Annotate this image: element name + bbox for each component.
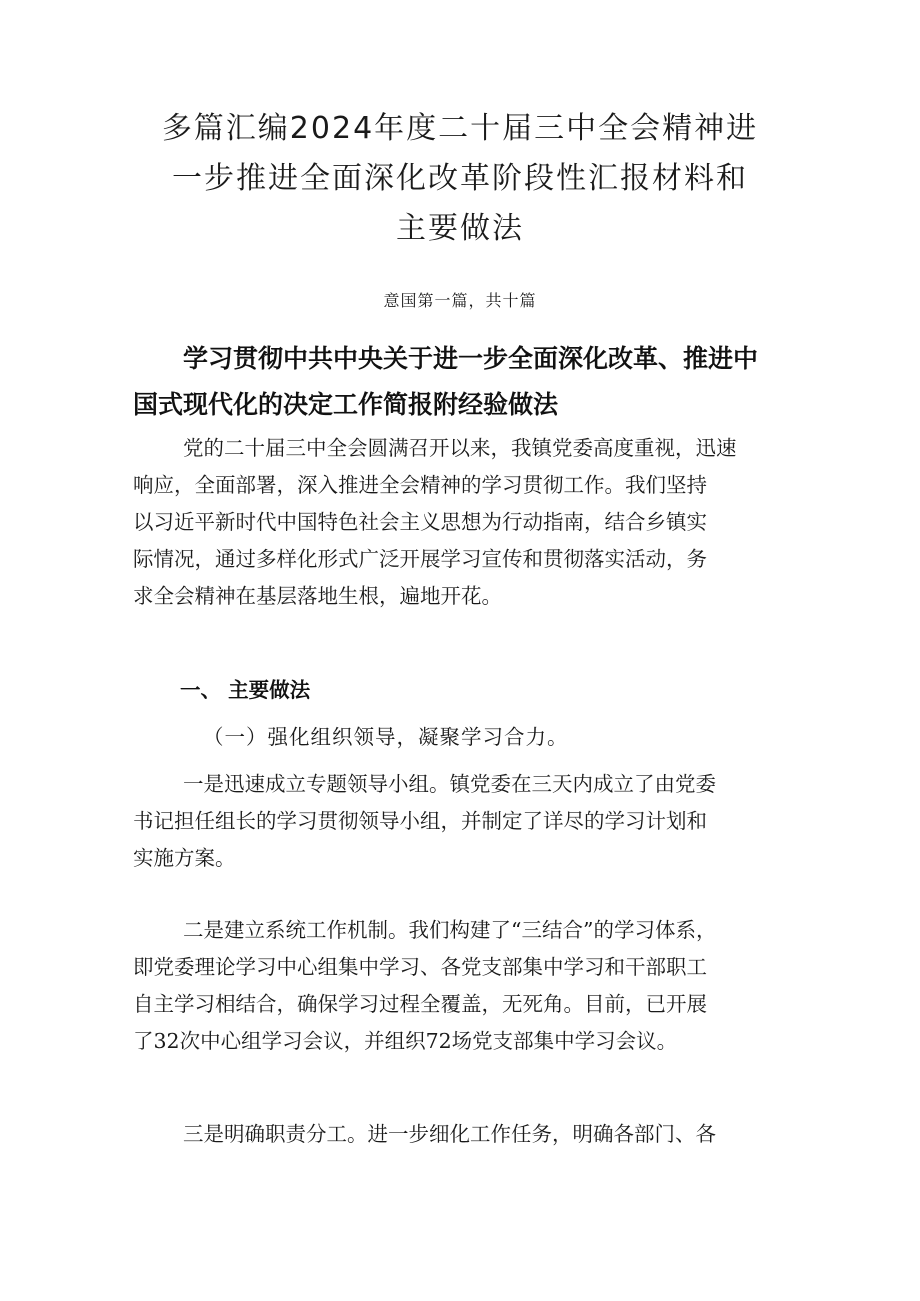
title-line: 多篇汇编2024年度二十届三中全会精神进: [161, 111, 759, 146]
intro-paragraph: [133, 430, 793, 615]
paragraph-3: [133, 1116, 793, 1153]
article-title: [133, 336, 813, 428]
paragraph-line: 一是迅速成立专题领导小组。镇党委在三天内成立了由党委: [183, 772, 716, 796]
title-line: 主要做法: [396, 211, 524, 246]
paragraph-line: 即党委理论学习中心组集中学习、各党支部集中学习和干部职工: [133, 955, 707, 979]
paragraph-line: 自主学习相结合，确保学习过程全覆盖，无死角。目前，已开展: [133, 992, 707, 1016]
title-line: 一步推进全面深化改革阶段性汇报材料和: [172, 161, 748, 196]
paragraph-line: 三是明确职责分工。进一步细化工作任务，明确各部门、各: [183, 1122, 716, 1146]
paragraph-line: 二是建立系统工作机制。我们构建了“三结合”的学习体系，: [183, 918, 717, 942]
article-title-line: 国式现代化的决定工作简报附经验做法: [133, 390, 559, 419]
subsection-heading: （一）强化组织领导，凝聚学习合力。: [203, 725, 569, 749]
document-title: [100, 104, 820, 254]
paragraph-line: 际情况，通过多样化形式广泛开展学习宣传和贯彻落实活动，务: [133, 547, 707, 571]
paragraph-line: 响应，全面部署，深入推进全会精神的学习贯彻工作。我们坚持: [133, 473, 707, 497]
article-title-line: 学习贯彻中共中央关于进一步全面深化改革、推进中: [183, 344, 759, 373]
paragraph-line: 以习近平新时代中国特色社会主义思想为行动指南，结合乡镇实: [133, 510, 707, 534]
paragraph-2: [133, 912, 793, 1060]
paragraph-line: 书记担任组长的学习贯彻领导小组，并制定了详尽的学习计划和: [133, 809, 707, 833]
document-subtitle: 意国第一篇，共十篇: [383, 291, 537, 310]
section-heading: 一、 主要做法: [180, 678, 311, 702]
paragraph-line: 党的二十届三中全会圆满召开以来，我镇党委高度重视，迅速: [183, 436, 737, 460]
paragraph-line: 了32次中心组学习会议，并组织72场党支部集中学习会议。: [133, 1029, 678, 1053]
paragraph-line: 求全会精神在基层落地生根，遍地开花。: [133, 584, 502, 608]
paragraph-1: [133, 766, 793, 877]
paragraph-line: 实施方案。: [133, 846, 236, 870]
